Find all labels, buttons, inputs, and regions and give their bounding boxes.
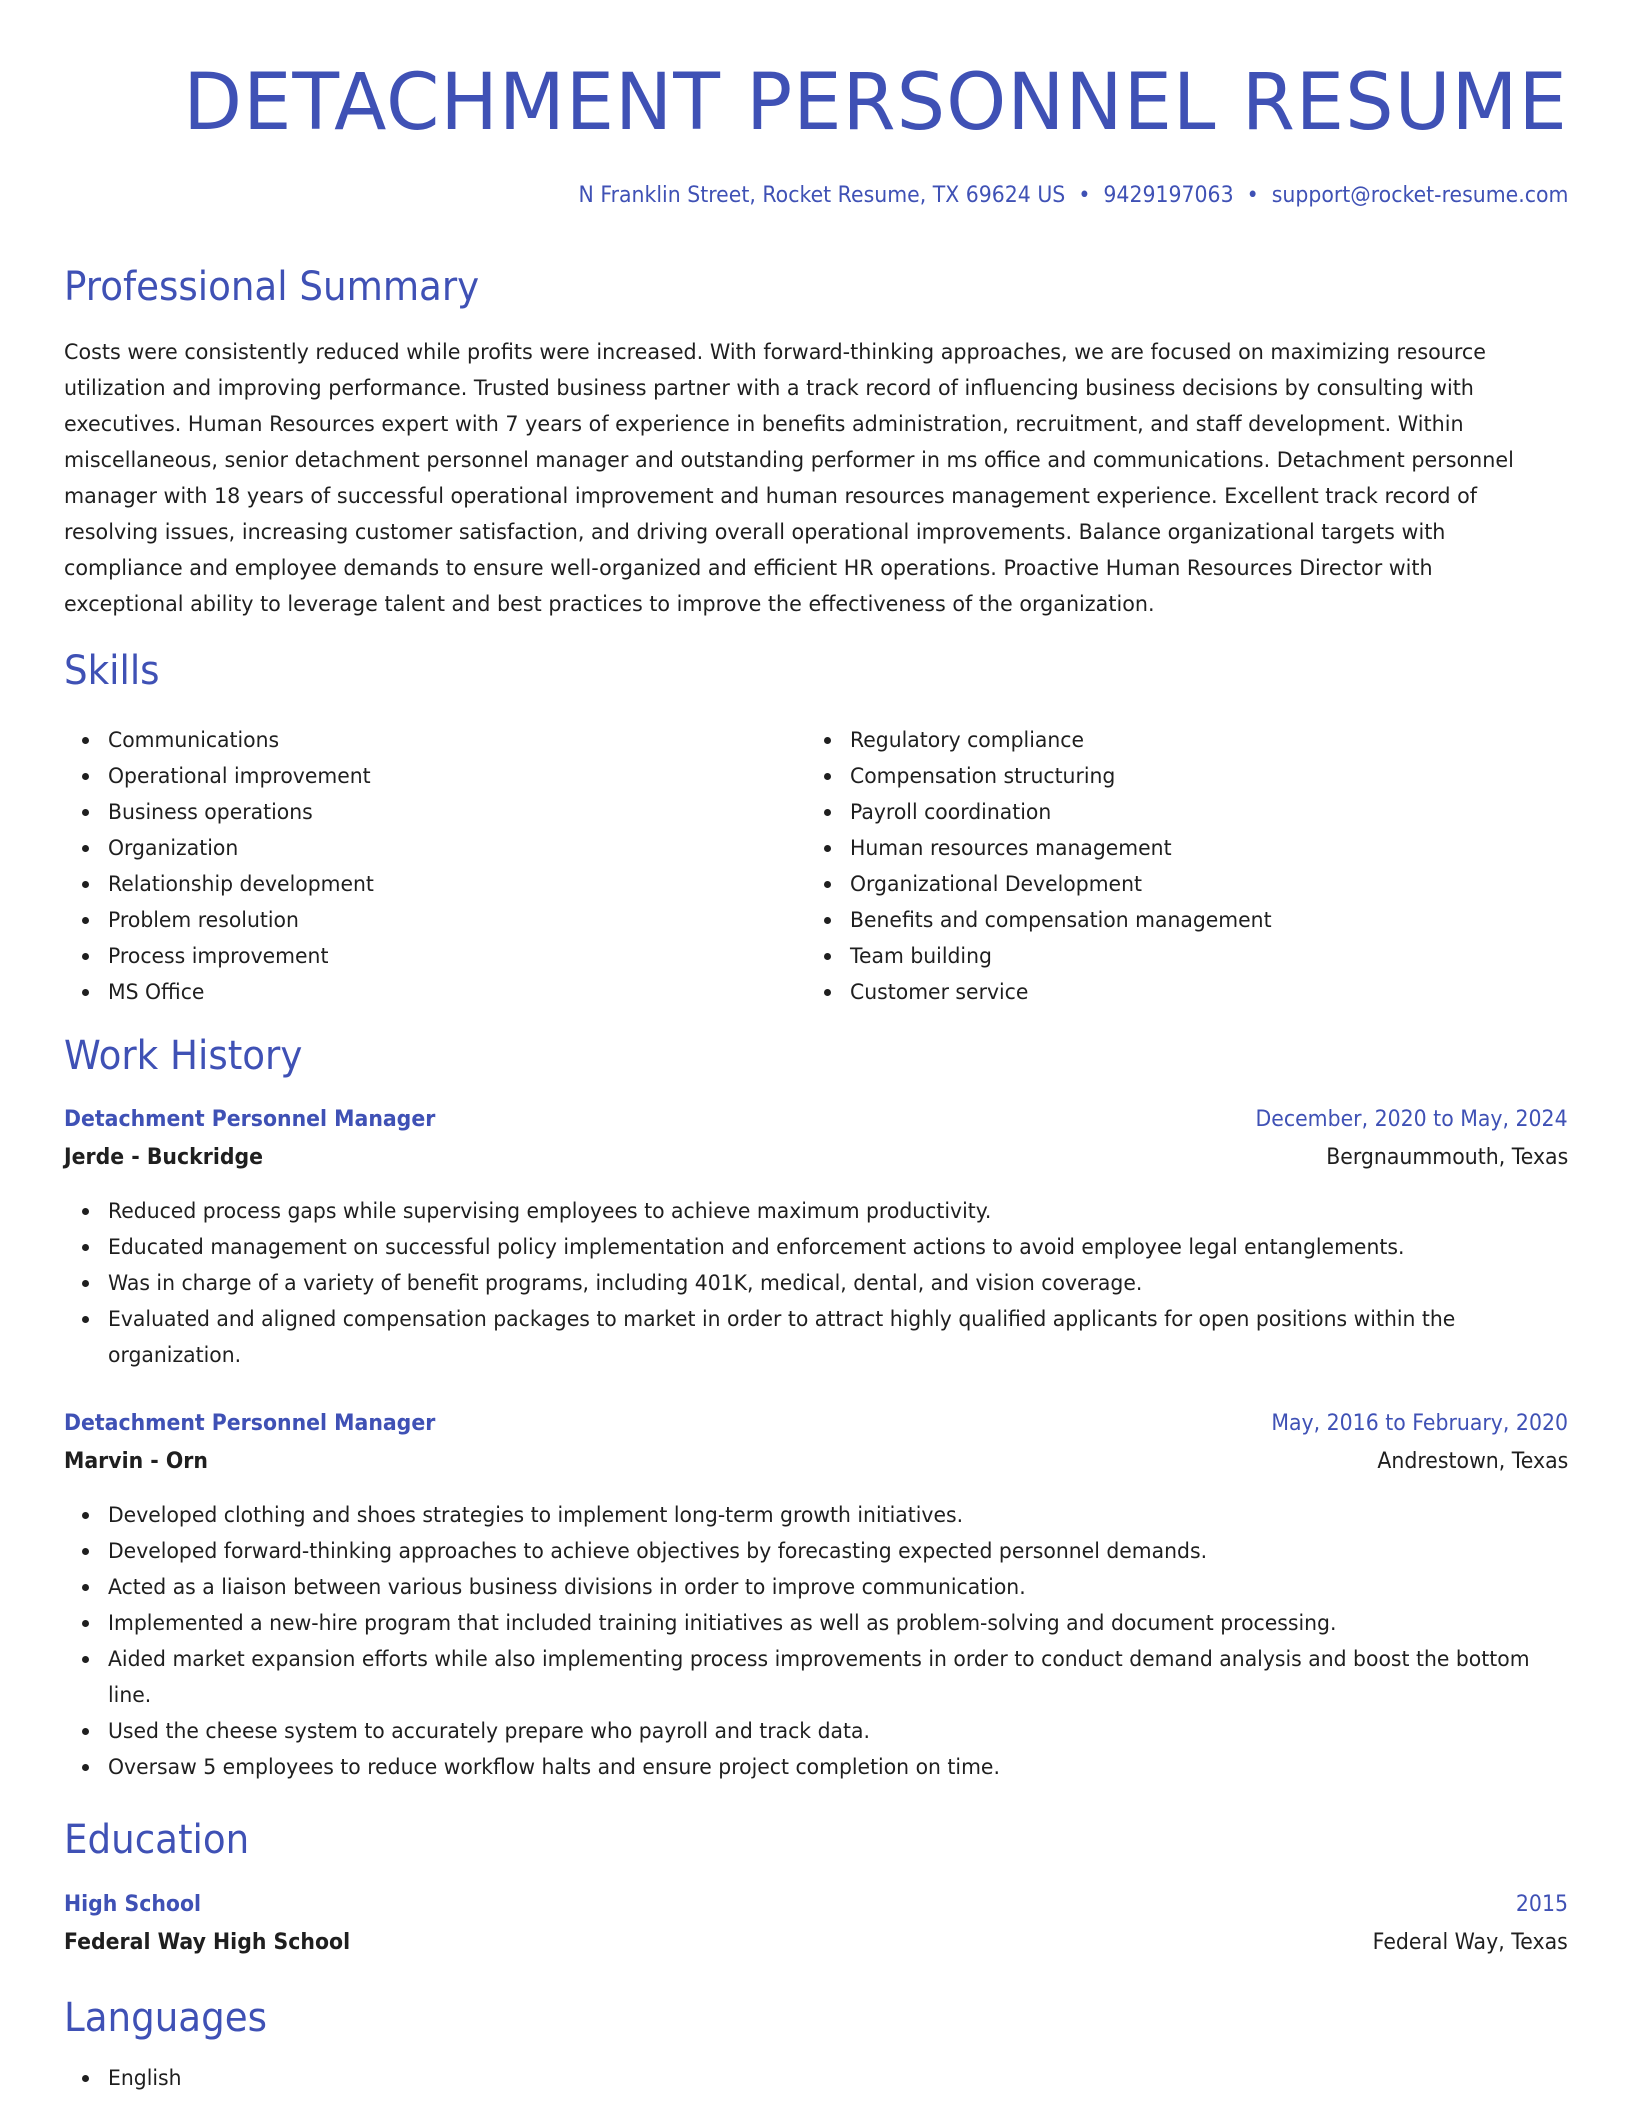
languages-heading: Languages: [64, 1995, 267, 2041]
job-bullets: [64, 1193, 1568, 1373]
job-bullets: [64, 1497, 1568, 1785]
job-title: Detachment Personnel Manager: [64, 1411, 436, 1436]
education-heading: Education: [64, 1817, 250, 1863]
skill-item: Process improvement: [64, 938, 806, 974]
skills-column-right: [806, 722, 1548, 1010]
school-location: Federal Way, Texas: [1372, 1930, 1568, 1955]
list-item: Reduced process gaps while supervising employees to achieve maximum productivity.: [64, 1193, 1568, 1229]
job-title: Detachment Personnel Manager: [64, 1107, 436, 1132]
contact-line: [578, 181, 1568, 211]
phone-text: 9429197063: [1102, 183, 1234, 208]
skill-item: Customer service: [806, 974, 1548, 1010]
job-entry: [64, 1101, 1568, 1373]
skill-item: Organizational Development: [806, 866, 1548, 902]
skill-item: Payroll coordination: [806, 794, 1548, 830]
email-text: support@rocket-resume.com: [1271, 183, 1568, 208]
skill-item: Communications: [64, 722, 806, 758]
list-item: Developed clothing and shoes strategies to implement long-term growth initiatives.: [64, 1497, 1568, 1533]
skill-item: Operational improvement: [64, 758, 806, 794]
list-item: Aided market expansion efforts while also implementing process improvements in order to conduct demand analysis and boost the bottom line.: [64, 1641, 1568, 1713]
summary-text: Costs were consistently reduced while profits were increased. With forward-thinking approaches, we are focused on maximizing resource utilization and improving performance. Trusted business partner with a track record of influencing business decisions by consulting with executives. Human Resources expert with 7 years of experience in benefits administration, recruitment, and staff development. Within miscellaneous, senior detachment personnel manager and outstanding performer in ms office and communications. Detachment personnel manager with 18 years of successful operational improvement and human resources management experience. Excellent track record of resolving issues, increasing customer satisfaction, and driving overall operational improvements. Balance organizational targets with compliance and employee demands to ensure well-organized and efficient HR operations. Proactive Human Resources Director with exceptional ability to leverage talent and best practices to improve the effectiveness of the organization.: [64, 340, 1514, 616]
address-text: N Franklin Street, Rocket Resume, TX 69624 US: [578, 183, 1065, 208]
job-location: Bergnaummouth, Texas: [1325, 1145, 1568, 1170]
contact-separator: •: [1246, 183, 1259, 208]
skill-item: Relationship development: [64, 866, 806, 902]
work-history-heading: Work History: [64, 1033, 303, 1079]
list-item: Evaluated and aligned compensation packages to market in order to attract highly qualified applicants for open positions within the organization.: [64, 1301, 1568, 1373]
summary-heading: Professional Summary: [64, 264, 480, 310]
skills-list: [64, 722, 1568, 1010]
job-entry: [64, 1405, 1568, 1785]
job-dates: May, 2016 to February, 2020: [1271, 1411, 1568, 1436]
school-name: Federal Way High School: [64, 1930, 351, 1955]
education-entry: [64, 1886, 1568, 1962]
skill-item: Business operations: [64, 794, 806, 830]
languages-list: [64, 2060, 1568, 2096]
skill-item: Benefits and compensation management: [806, 902, 1548, 938]
list-item: Acted as a liaison between various business divisions in order to improve communication.: [64, 1569, 1568, 1605]
skills-heading: Skills: [64, 648, 160, 694]
skill-item: MS Office: [64, 974, 806, 1010]
list-item: Developed forward-thinking approaches to achieve objectives by forecasting expected personnel demands.: [64, 1533, 1568, 1569]
company-name: Marvin - Orn: [64, 1449, 208, 1474]
skill-item: Organization: [64, 830, 806, 866]
list-item: Was in charge of a variety of benefit programs, including 401K, medical, dental, and vision coverage.: [64, 1265, 1568, 1301]
job-location: Andrestown, Texas: [1377, 1449, 1568, 1474]
degree-title: High School: [64, 1892, 202, 1917]
list-item: Used the cheese system to accurately prepare who payroll and track data.: [64, 1713, 1568, 1749]
language-item: English: [64, 2060, 1568, 2096]
list-item: Oversaw 5 employees to reduce workflow halts and ensure project completion on time.: [64, 1749, 1568, 1785]
graduation-year: 2015: [1515, 1892, 1568, 1917]
resume-title: DETACHMENT PERSONNEL RESUME: [183, 58, 1568, 148]
skills-column-left: [64, 722, 806, 1010]
skill-item: Problem resolution: [64, 902, 806, 938]
skill-item: Human resources management: [806, 830, 1548, 866]
job-dates: December, 2020 to May, 2024: [1255, 1107, 1568, 1132]
skill-item: Regulatory compliance: [806, 722, 1548, 758]
list-item: Implemented a new-hire program that included training initiatives as well as problem-solving and document processing.: [64, 1605, 1568, 1641]
skill-item: Compensation structuring: [806, 758, 1548, 794]
skill-item: Team building: [806, 938, 1548, 974]
list-item: Educated management on successful policy implementation and enforcement actions to avoid employee legal entanglements.: [64, 1229, 1568, 1265]
company-name: Jerde - Buckridge: [64, 1145, 264, 1170]
contact-separator: •: [1077, 183, 1090, 208]
